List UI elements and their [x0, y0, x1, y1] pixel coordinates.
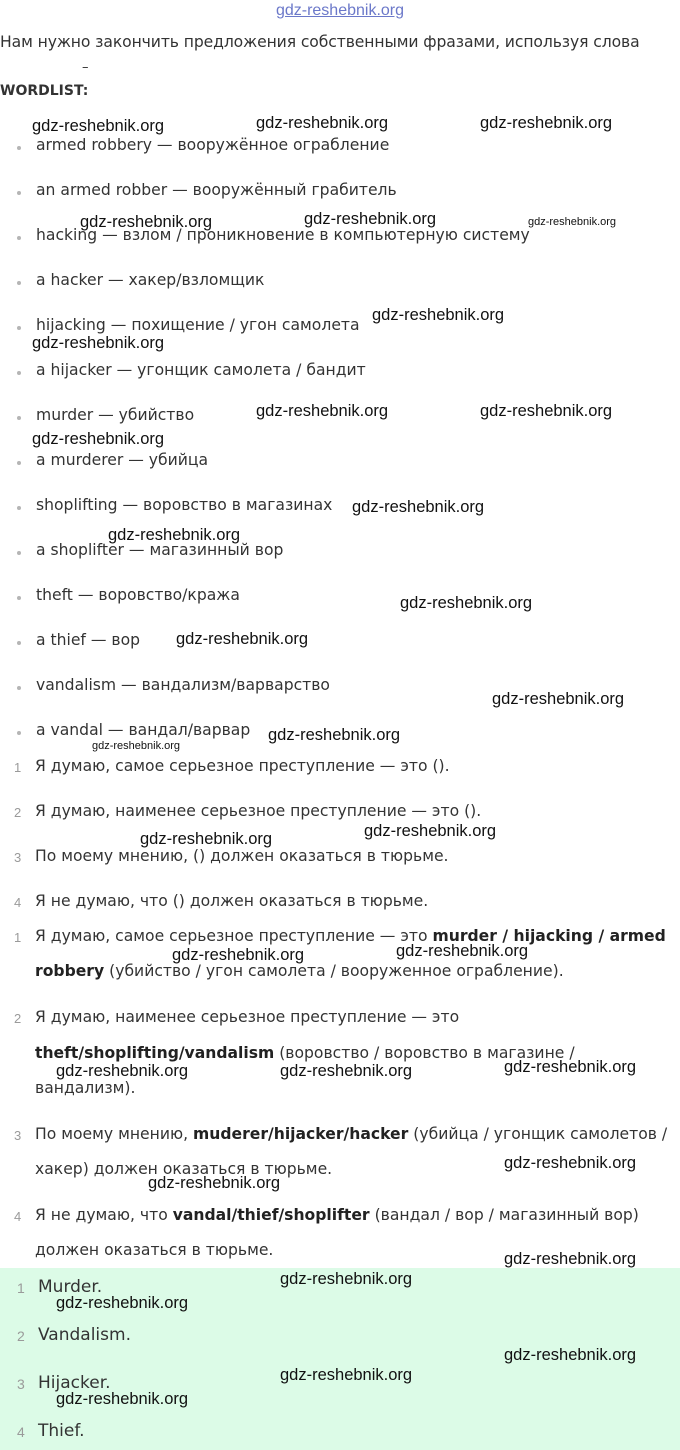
prompt-text: Я думаю, наименее серьезное преступление — это ().	[35, 802, 482, 820]
answer-highlight: vandal/thief/shoplifter	[172, 1206, 370, 1224]
watermark: gdz-reshebnik.org	[364, 822, 497, 840]
bullet-icon	[17, 686, 21, 690]
site-header-link[interactable]: gdz-reshebnik.org	[275, 2, 405, 19]
bullet-icon	[17, 596, 21, 600]
answer-text: Thief.	[38, 1421, 85, 1441]
watermark: gdz-reshebnik.org	[304, 210, 437, 228]
solution-line: вандализм).	[35, 1079, 136, 1097]
answer-text: Vandalism.	[38, 1325, 131, 1345]
watermark: gdz-reshebnik.org	[256, 114, 389, 132]
watermark: gdz-reshebnik.org	[140, 830, 273, 848]
answer-text: Hijacker.	[38, 1373, 111, 1393]
answer-number: 4	[17, 1424, 25, 1440]
watermark: gdz-reshebnik.org	[504, 1058, 637, 1076]
prompt-text: Я не думаю, что () должен оказаться в тюрьме.	[35, 892, 429, 910]
bullet-icon	[17, 506, 21, 510]
bullet-icon	[17, 641, 21, 645]
watermark: gdz-reshebnik.org	[480, 402, 613, 420]
bullet-icon	[17, 551, 21, 555]
watermark: gdz-reshebnik.org	[56, 1294, 189, 1312]
solution-line: Я думаю, самое серьезное преступление — это murder / hijacking / armed	[35, 927, 666, 945]
solution-number: 4	[14, 1209, 22, 1224]
bullet-icon	[17, 146, 21, 150]
solution-number: 1	[14, 930, 22, 945]
watermark: gdz-reshebnik.org	[80, 213, 213, 231]
solution-line: theft/shoplifting/vandalism (воровство / воровство в магазине /	[35, 1044, 575, 1062]
watermark: gdz-reshebnik.org	[176, 630, 309, 648]
watermark: gdz-reshebnik.org	[56, 1062, 189, 1080]
task-intro: Нам нужно закончить предложения собственными фразами, используя слова	[0, 33, 640, 51]
bullet-icon	[17, 281, 21, 285]
watermark: gdz-reshebnik.org	[56, 1390, 189, 1408]
prompt-number: 3	[14, 850, 22, 865]
watermark: gdz-reshebnik.org	[504, 1154, 637, 1172]
watermark: gdz-reshebnik.org	[32, 117, 165, 135]
solution-line: robbery (убийство / угон самолета / вооруженное ограбление).	[35, 962, 564, 980]
bullet-icon	[17, 416, 21, 420]
solution-number: 3	[14, 1128, 22, 1143]
answer-highlight: murder / hijacking / armed	[432, 927, 666, 945]
bullet-icon	[17, 191, 21, 195]
watermark: gdz-reshebnik.org	[372, 306, 505, 324]
watermark: gdz-reshebnik.org	[280, 1366, 413, 1384]
answer-number: 1	[17, 1280, 25, 1296]
watermark: gdz-reshebnik.org	[268, 726, 401, 744]
watermark: gdz-reshebnik.org	[400, 594, 533, 612]
prompt-text: Я думаю, самое серьезное преступление — это ().	[35, 757, 450, 775]
answer-number: 2	[17, 1328, 25, 1344]
watermark: gdz-reshebnik.org	[352, 498, 485, 516]
watermark: gdz-reshebnik.org	[172, 946, 305, 964]
prompt-number: 2	[14, 805, 22, 820]
bullet-icon	[17, 236, 21, 240]
solution-line: По моему мнению, muderer/hijacker/hacker (убийца / угонщик самолетов /	[35, 1125, 668, 1143]
watermark: gdz-reshebnik.org	[280, 1062, 413, 1080]
watermark: gdz-reshebnik.org	[32, 430, 165, 448]
solution-number: 2	[14, 1011, 22, 1026]
answer-highlight: theft/shoplifting/vandalism	[35, 1044, 275, 1062]
bullet-icon	[17, 731, 21, 735]
bullet-icon	[17, 461, 21, 465]
prompt-number: 4	[14, 895, 22, 910]
watermark: gdz-reshebnik.org	[280, 1270, 413, 1288]
solution-line: Я не думаю, что vandal/thief/shoplifter (вандал / вор / магазинный вор)	[35, 1206, 639, 1224]
bullet-icon	[17, 326, 21, 330]
watermark: gdz-reshebnik.org	[396, 942, 529, 960]
solution-line: хакер) должен оказаться в тюрьме.	[35, 1160, 333, 1178]
answer-number: 3	[17, 1376, 25, 1392]
watermark: gdz-reshebnik.org	[108, 526, 241, 544]
watermark: gdz-reshebnik.org	[504, 1250, 637, 1268]
answer-text: Murder.	[38, 1277, 103, 1297]
watermark: gdz-reshebnik.org	[32, 334, 165, 352]
dash-mark: –	[82, 60, 89, 75]
answer-highlight: robbery	[35, 962, 105, 980]
prompt-number: 1	[14, 760, 22, 775]
solution-line: должен оказаться в тюрьме.	[35, 1241, 274, 1259]
watermark: gdz-reshebnik.org	[492, 690, 625, 708]
watermark: gdz-reshebnik.org	[256, 402, 389, 420]
bullet-icon	[17, 371, 21, 375]
watermark: gdz-reshebnik.org	[148, 1174, 281, 1192]
watermark: gdz-reshebnik.org	[504, 1346, 637, 1364]
answer-highlight: muderer/hijacker/hacker	[193, 1125, 409, 1143]
watermark: gdz-reshebnik.org	[480, 114, 613, 132]
solution-line: Я думаю, наименее серьезное преступление — это	[35, 1008, 460, 1026]
prompt-text: По моему мнению, () должен оказаться в тюрьме.	[35, 847, 449, 865]
wordlist-title: WORDLIST:	[0, 83, 89, 99]
watermark: gdz-reshebnik.org	[528, 216, 617, 228]
watermark: gdz-reshebnik.org	[92, 740, 181, 752]
